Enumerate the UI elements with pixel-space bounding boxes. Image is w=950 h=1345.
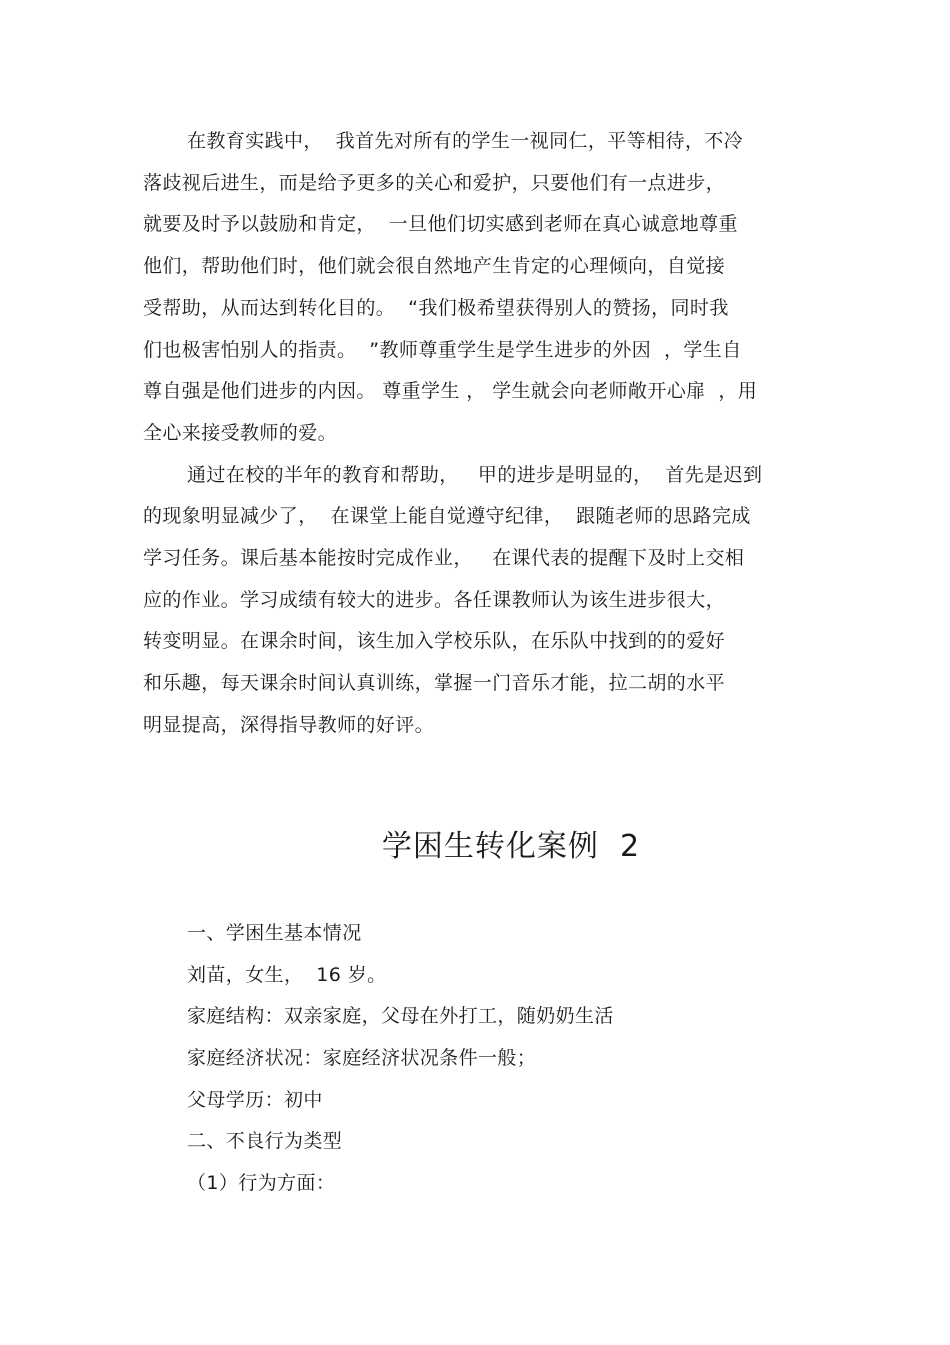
paragraph-2-line: 和乐趣，每天课余时间认真训练，掌握一门音乐才能，拉二胡的水平 <box>143 672 726 694</box>
section-title: 学困生转化案例 2 <box>381 829 641 864</box>
paragraph-1-line: 在教育实践中， 我首先对所有的学生一视同仁，平等相待，不冷 <box>187 130 744 152</box>
paragraph-1-line: 们也极害怕别人的指责。 ”教师尊重学生是学生进步的外因 ，学生自 <box>143 339 742 361</box>
section-heading: 一、学困生基本情况 <box>187 922 362 944</box>
paragraph-1-line: 全心来接受教师的爱。 <box>143 422 338 444</box>
paragraph-2-line: 转变明显。在课余时间，该生加入学校乐队，在乐队中找到的的爱好 <box>143 630 726 652</box>
paragraph-1-line: 落歧视后进生，而是给予更多的关心和爱护，只要他们有一点进步， <box>143 172 726 194</box>
section-line: 刘苗，女生， 16 岁。 <box>187 964 387 986</box>
paragraph-2-line: 的现象明显减少了， 在课堂上能自觉遵守纪律， 跟随老师的思路完成 <box>143 505 751 527</box>
paragraph-1-line: 尊自强是他们进步的内因。 尊重学生 ， 学生就会向老师敞开心扉 ，用 <box>143 380 758 402</box>
section-heading: 二、不良行为类型 <box>187 1130 343 1152</box>
section-line: 父母学历：初中 <box>187 1089 323 1111</box>
paragraph-2-line: 学习任务。课后基本能按时完成作业， 在课代表的提醒下及时上交相 <box>143 547 745 569</box>
paragraph-2-line: 明显提高，深得指导教师的好评。 <box>143 714 435 736</box>
paragraph-2-line: 应的作业。学习成绩有较大的进步。各任课教师认为该生进步很大， <box>143 589 726 611</box>
paragraph-1-line: 就要及时予以鼓励和肯定， 一旦他们切实感到老师在真心诚意地尊重 <box>143 213 738 235</box>
section-line: 家庭结构：双亲家庭，父母在外打工，随奶奶生活 <box>187 1005 614 1027</box>
paragraph-2-line: 通过在校的半年的教育和帮助， 甲的进步是明显的， 首先是迟到 <box>187 464 763 486</box>
paragraph-1-line: 他们，帮助他们时，他们就会很自然地产生肯定的心理倾向，自觉接 <box>143 255 726 277</box>
section-line: （1）行为方面： <box>187 1172 336 1194</box>
section-line: 家庭经济状况：家庭经济状况条件一般； <box>187 1047 537 1069</box>
paragraph-1-line: 受帮助，从而达到转化目的。 “我们极希望获得别人的赞扬，同时我 <box>143 297 729 319</box>
